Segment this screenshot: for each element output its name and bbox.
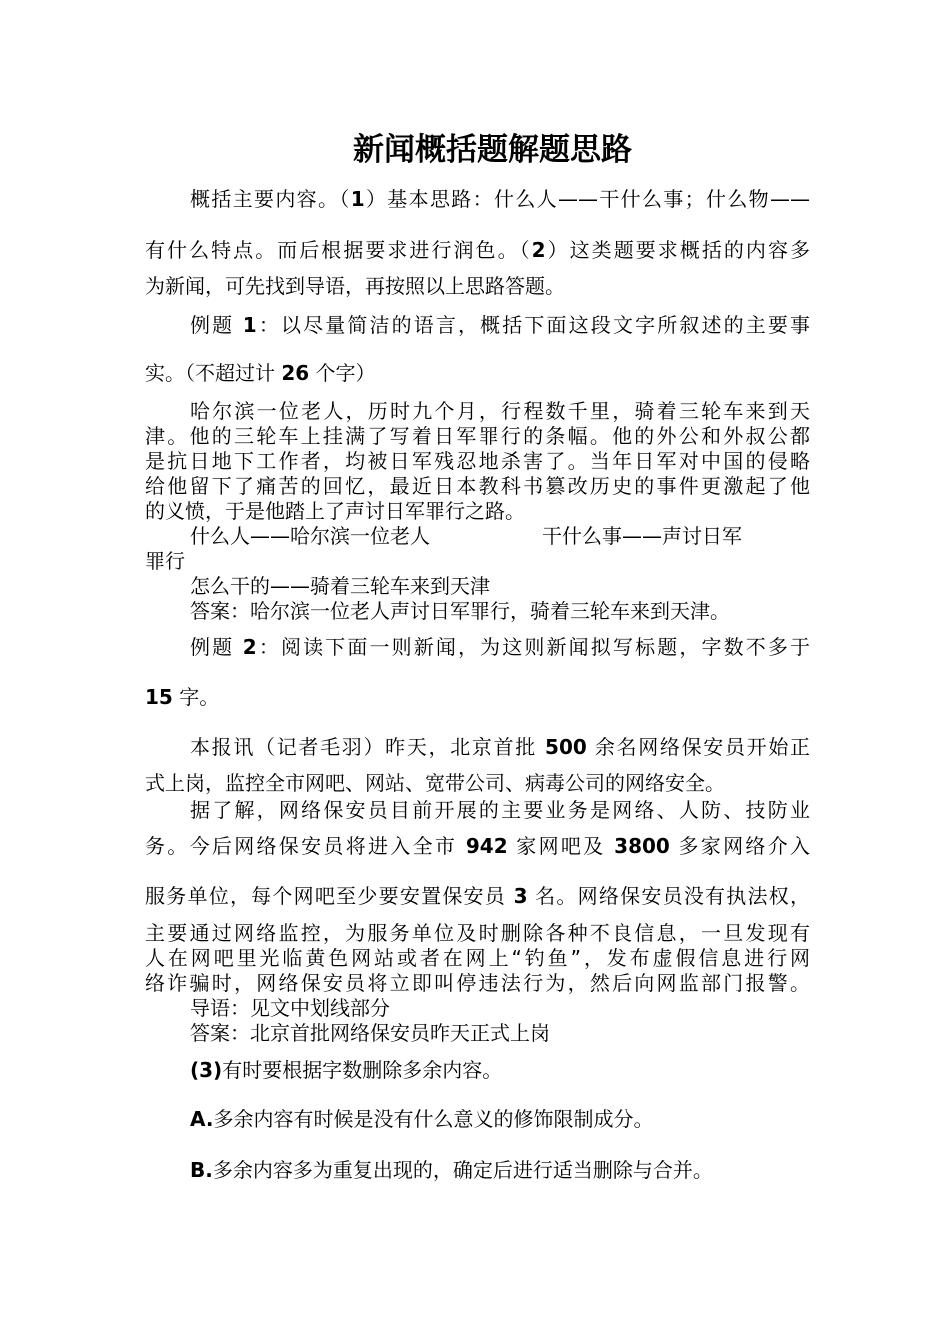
paragraph-line: 务。今后网络保安员将进入全市 942 家网吧及 3800 多家网络介入 — [145, 834, 811, 858]
paragraph-line: 有什么特点。而后根据要求进行润色。（2）这类题要求概括的内容多 — [145, 238, 811, 262]
paragraph-line: 为新闻，可先找到导语，再按照以上思路答题。 — [145, 274, 565, 298]
paragraph-line: 答案：哈尔滨一位老人声讨日军罪行，骑着三轮车来到天津。 — [190, 599, 730, 623]
paragraph-line: 15 字。 — [145, 685, 220, 709]
paragraph-line: 本报讯（记者毛羽）昨天，北京首批 500 余名网络保安员开始正 — [190, 735, 811, 759]
paragraph-line: 答案：北京首批网络保安员昨天正式上岗 — [190, 1021, 550, 1045]
paragraph-line: 主要通过网络监控，为服务单位及时删除各种不良信息，一旦发现有 — [145, 921, 810, 945]
paragraph-line: 津。他的三轮车上挂满了写着日军罪行的条幅。他的外公和外叔公都 — [145, 424, 810, 448]
paragraph-line: 服务单位，每个网吧至少要安置保安员 3 名。网络保安员没有执法权， — [145, 884, 811, 908]
paragraph-line: (3)有时要根据字数删除多余内容。 — [190, 1058, 503, 1082]
paragraph-line: 例题 2：阅读下面一则新闻，为这则新闻拟写标题，字数不多于 — [190, 635, 811, 659]
paragraph-line: 例题 1：以尽量简洁的语言，概括下面这段文字所叙述的主要事 — [190, 313, 811, 337]
paragraph-line: 罪行 — [145, 549, 185, 573]
page-title: 新闻概括题解题思路 — [353, 132, 632, 168]
paragraph-line: 据了解，网络保安员目前开展的主要业务是网络、人防、技防业 — [190, 798, 810, 822]
paragraph-line: 的义愤，于是他踏上了声讨日军罪行之路。 — [145, 499, 525, 523]
paragraph-line: 概括主要内容。（1）基本思路：什么人——干什么事；什么物—— — [190, 187, 811, 211]
paragraph-line: 实。（不超过计 26 个字） — [145, 361, 376, 385]
paragraph-line: 什么人——哈尔滨一位老人 干什么事——声讨日军 — [190, 524, 742, 548]
paragraph-line: 哈尔滨一位老人，历时九个月，行程数千里，骑着三轮车来到天 — [190, 399, 810, 423]
paragraph-line: 怎么干的——骑着三轮车来到天津 — [190, 574, 490, 598]
paragraph-line: 给他留下了痛苦的回忆，最近日本教科书篡改历史的事件更激起了他 — [145, 474, 810, 498]
paragraph-line: A.多余内容有时候是没有什么意义的修饰限制成分。 — [190, 1107, 654, 1131]
paragraph-line: 是抗日地下工作者，均被日军残忍地杀害了。当年日军对中国的侵略 — [145, 449, 810, 473]
paragraph-line: B.多余内容多为重复出现的，确定后进行适当删除与合并。 — [190, 1158, 713, 1182]
paragraph-line: 人在网吧里光临黄色网站或者在网上“钓鱼”，发布虚假信息进行网 — [145, 946, 810, 970]
paragraph-line: 络诈骗时，网络保安员将立即叫停违法行为，然后向网监部门报警。 — [145, 971, 810, 995]
paragraph-line: 导语：见文中划线部分 — [190, 996, 390, 1020]
paragraph-line: 式上岗，监控全市网吧、网站、宽带公司、病毒公司的网络安全。 — [145, 771, 725, 795]
